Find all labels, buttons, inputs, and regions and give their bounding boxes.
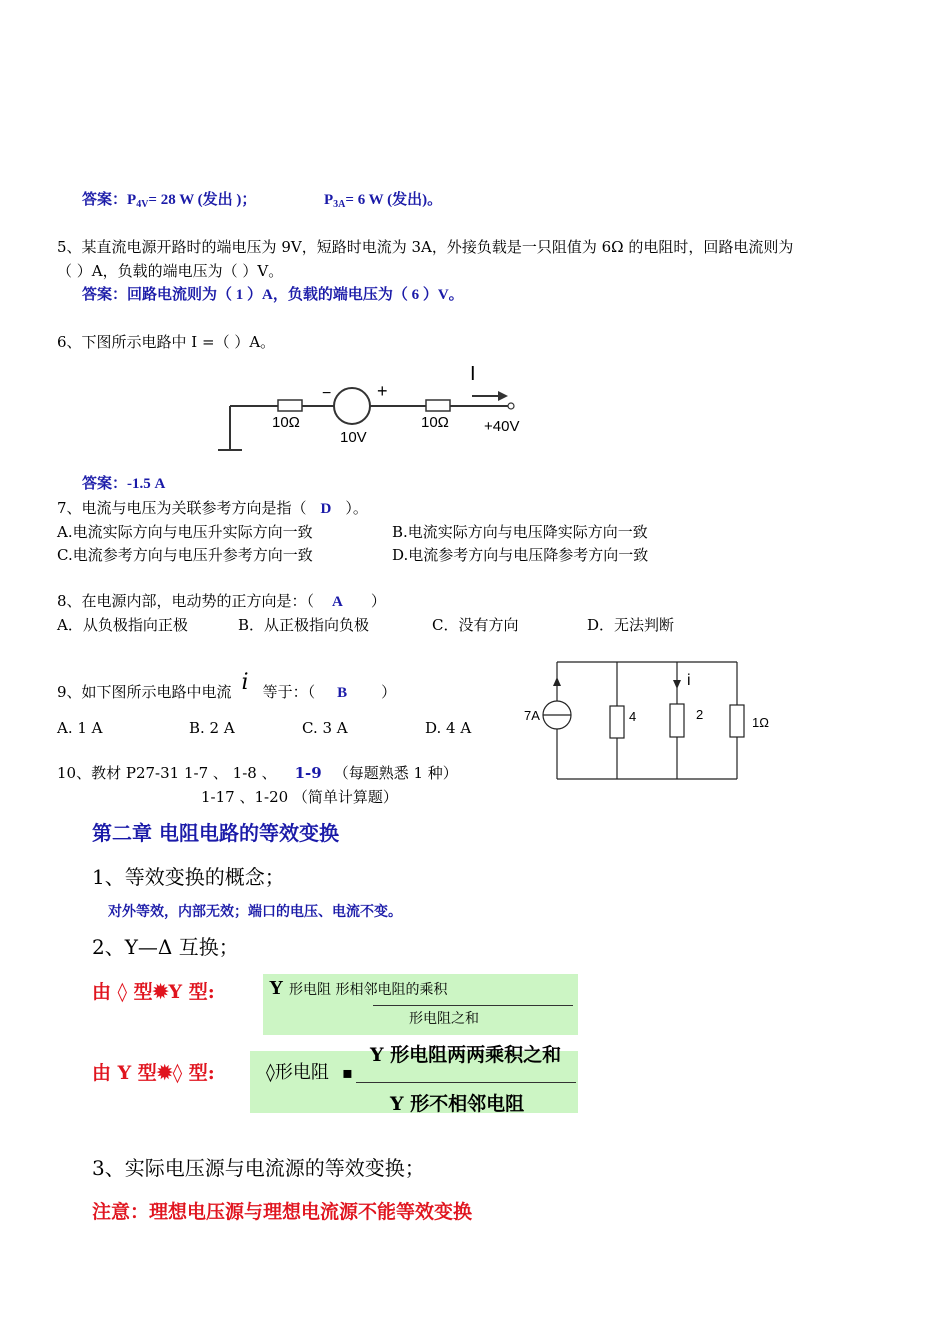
delta-to-y-numerator: 形电阻 形相邻电阻的乘积 bbox=[289, 982, 448, 998]
delta-to-y-numerator-y: Y bbox=[269, 977, 284, 999]
q10-line2: 1-17 、1-20 （简单计算题） bbox=[201, 788, 398, 806]
q9-circuit-current-label: i bbox=[687, 672, 691, 689]
q9-option-b: B. 2 A bbox=[189, 719, 235, 737]
q9-option-c: C. 3 A bbox=[302, 719, 348, 737]
q7-option-a: A.电流实际方向与电压升实际方向一致 bbox=[57, 523, 313, 541]
q6-terminal-label: +40V bbox=[484, 418, 520, 435]
q8-option-d: D．无法判断 bbox=[587, 616, 675, 634]
q8-question: 8、在电源内部，电动势的正方向是：（ A ） bbox=[57, 592, 386, 610]
q6-current-label: I bbox=[470, 363, 476, 385]
q9-question: 9、如下图所示电路中电流 i 等于：（ B ） bbox=[57, 670, 397, 701]
y-to-delta-numerator: Y 形电阻两两乘积之和 bbox=[370, 1044, 562, 1066]
q8-option-b: B．从正极指向负极 bbox=[238, 616, 370, 634]
q9-option-a: A. 1 A bbox=[57, 719, 103, 737]
q6-r2-label: 10Ω bbox=[421, 414, 449, 431]
q9-answer: B bbox=[337, 685, 348, 701]
q9-r3-label: 1Ω bbox=[752, 715, 769, 730]
q5-answer: 答案：回路电流则为（ 1 ）A，负载的端电压为（ 6 ）V。 bbox=[82, 287, 464, 303]
q6-r1-label: 10Ω bbox=[272, 414, 300, 431]
q6-question: 6、下图所示电路中 I =（ ）A。 bbox=[57, 333, 276, 351]
delta-to-y-denominator: 形电阻之和 bbox=[409, 1011, 479, 1027]
q8-answer: A bbox=[332, 594, 343, 610]
chapter-item-1-answer: 对外等效，内部无效；端口的电压、电流不变。 bbox=[108, 904, 402, 920]
q9-r1-label: 4 bbox=[629, 709, 637, 724]
chapter-item-2: 2、Y—Δ 互换； bbox=[92, 935, 239, 959]
q7-option-b: B.电流实际方向与电压降实际方向一致 bbox=[392, 523, 648, 541]
q7-option-d: D.电流参考方向与电压降参考方向一致 bbox=[392, 546, 649, 564]
q4-answer-p3a: $P_{3A}= 6$ W (发出)。 bbox=[324, 192, 443, 210]
q7-option-c: C.电流参考方向与电压升参考方向一致 bbox=[57, 546, 313, 564]
y-to-delta-label: 由 Y 型✹◊ 型: bbox=[92, 1062, 215, 1084]
y-to-delta-equals: ▪ bbox=[342, 1063, 353, 1082]
q9-circuit-diagram bbox=[540, 655, 750, 785]
q5-line1: 5、某直流电源开路时的端电压为 9V，短路时电流为 3A，外接负载是一只阻值为 6Ω 的电阻时，回路电流则为 bbox=[57, 238, 794, 256]
q6-source-label: 10V bbox=[340, 429, 367, 446]
delta-to-y-label: 由 ◊ 型✹Y 型: bbox=[92, 981, 215, 1003]
q9-current-symbol: i bbox=[241, 670, 249, 695]
q9-option-d: D. 4 A bbox=[425, 719, 472, 737]
q10-highlight: 1-9 bbox=[294, 764, 322, 782]
q6-answer: 答案：-1.5 A bbox=[82, 476, 166, 492]
y-to-delta-denominator: Y 形不相邻电阻 bbox=[390, 1093, 525, 1115]
q9-source-label: 7A bbox=[524, 708, 540, 723]
delta-to-y-fraction-bar bbox=[373, 1005, 573, 1006]
q4-answer: 答案：$P_{4V}= 28$ W (发出 )； bbox=[82, 192, 257, 210]
y-to-delta-left: ◊形电阻 bbox=[266, 1062, 329, 1083]
q6-minus-sign: − bbox=[322, 385, 332, 402]
chapter-item-3: 3、实际电压源与电流源的等效变换； bbox=[92, 1156, 425, 1180]
q8-option-c: C．没有方向 bbox=[432, 616, 519, 634]
q7-question: 7、电流与电压为关联参考方向是指（ D ）。 bbox=[57, 499, 368, 517]
q6-plus-sign: + bbox=[377, 381, 388, 401]
q7-answer: D bbox=[320, 501, 332, 517]
chapter-note: 注意：理想电压源与理想电流源不能等效变换 bbox=[92, 1201, 473, 1223]
chapter-title: 第二章 电阻电路的等效变换 bbox=[92, 821, 339, 845]
q6-circuit-diagram bbox=[210, 362, 540, 462]
delta-to-y-formula-box bbox=[263, 974, 578, 1035]
q8-option-a: A．从负极指向正极 bbox=[57, 616, 188, 634]
q5-line2: （ ）A，负载的端电压为（ ）V。 bbox=[57, 262, 284, 280]
chapter-item-1: 1、等效变换的概念； bbox=[92, 865, 285, 889]
y-to-delta-fraction-bar bbox=[356, 1082, 576, 1083]
q10-line1: 10、教材 P27-31 1-7 、 1-8 、 1-9 （每题熟悉 1 种） bbox=[57, 764, 458, 782]
q9-r2-label: 2 bbox=[696, 707, 704, 722]
